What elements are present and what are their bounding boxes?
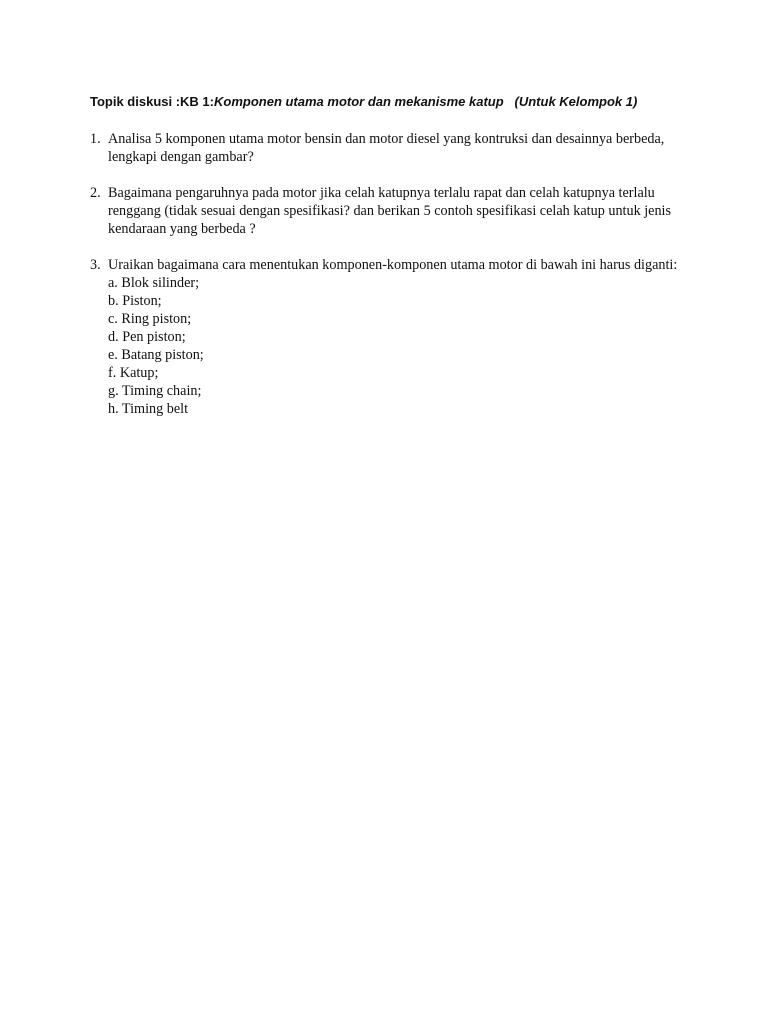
list-item: d. Pen piston; [108,329,186,345]
list-item: g. Timing chain; [108,383,202,399]
question-number: 2. [90,185,101,201]
heading-prefix: Topik diskusi :KB 1: [90,94,214,109]
list-item: c. Ring piston; [108,311,192,327]
question-number: 3. [90,257,101,273]
component-list [108,274,690,418]
question-text: Bagaimana pengaruhnya pada motor jika celah katupnya terlalu rapat dan celah katupnya terlalu renggang (tidak sesuai dengan spesifikasi? dan berikan 5 contoh spesifikasi celah katup untuk jenis kendaraan yang berbeda ? [108,185,672,237]
discussion-heading [90,93,730,111]
heading-topic: Komponen utama motor dan mekanisme katup [214,94,504,109]
question-text: Analisa 5 komponen utama motor bensin dan motor diesel yang kontruksi dan desainnya berbeda, lengkapi dengan gambar? [108,131,665,165]
question-number: 1. [90,131,101,147]
heading-group: (Untuk Kelompok 1) [514,94,638,109]
question-1 [90,130,690,166]
question-list [90,130,690,436]
list-item: f. Katup; [108,365,159,381]
list-item: h. Timing belt [108,401,189,417]
list-item: e. Batang piston; [108,347,204,363]
question-3 [90,256,690,418]
question-2 [90,184,690,238]
list-item: b. Piston; [108,293,162,309]
question-text: Uraikan bagaimana cara menentukan komponen-komponen utama motor di bawah ini harus diganti: [108,257,678,273]
list-item: a. Blok silinder; [108,275,200,291]
